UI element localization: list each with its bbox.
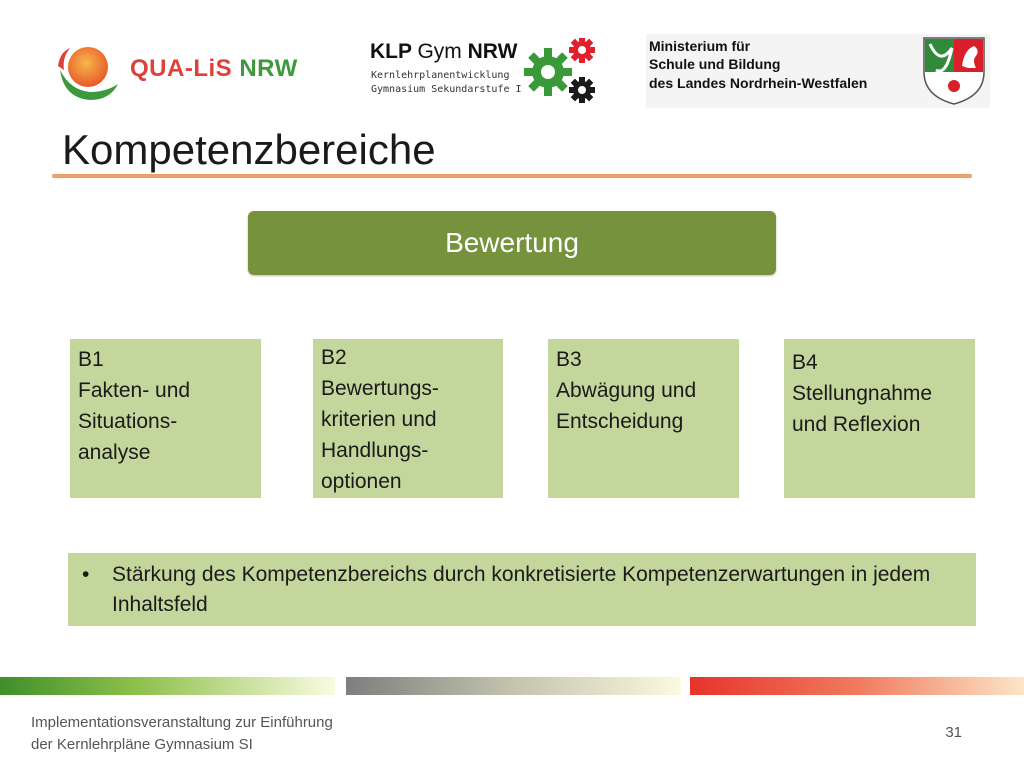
box-b1-line-4: analyse: [78, 441, 151, 464]
qualis-emblem-icon: [56, 40, 122, 104]
klp-subtitle-2: Gymnasium Sekundarstufe I: [371, 84, 522, 95]
footer-bar-red: [690, 677, 1024, 695]
box-b4-line-2: Stellungnahme: [792, 382, 933, 405]
footer-line-1: Implementationsveranstaltung zur Einführung: [31, 714, 333, 731]
competency-box-b4: [784, 339, 975, 498]
qualis-logo: [56, 40, 296, 104]
footer-bar-gray: [346, 677, 681, 695]
box-b4-line-1: B4: [792, 351, 818, 374]
box-b2-line-5: optionen: [321, 470, 402, 493]
title-underline: [52, 174, 972, 178]
qualis-text-a: QUA-LiS: [130, 55, 233, 82]
ministry-line-2: Schule und Bildung: [649, 56, 781, 72]
slide-title: Kompetenzbereiche: [62, 126, 436, 173]
qualis-wordmark: [130, 55, 298, 83]
klp-title-b: Gym: [417, 40, 462, 63]
bewertung-header-box: Bewertung: [248, 211, 776, 275]
gears-icon: [524, 38, 602, 106]
ministry-line-3: des Landes Nordrhein-Westfalen: [649, 75, 868, 91]
box-b3-line-1: B3: [556, 348, 582, 371]
qualis-text-b: NRW: [239, 55, 298, 82]
ministry-logo: [646, 34, 990, 108]
footer-line-2: der Kernlehrpläne Gymnasium SI: [31, 736, 253, 753]
ministry-line-1: Ministerium für: [649, 38, 751, 54]
bullet-box: [68, 553, 976, 626]
box-b2-line-3: kriterien und: [321, 408, 437, 431]
klp-logo: [370, 38, 602, 106]
klp-title-c: NRW: [467, 40, 518, 63]
page-number: 31: [945, 724, 962, 741]
footer-text: [31, 712, 333, 756]
klp-title: [370, 40, 517, 64]
box-b1-line-2: Fakten- und: [78, 379, 191, 402]
box-b1-line-3: Situations-: [78, 410, 178, 433]
competency-box-b2: [313, 339, 503, 498]
competency-box-b3: [548, 339, 739, 498]
competency-box-b1: [70, 339, 261, 498]
box-b1-line-1: B1: [78, 348, 104, 371]
bullet-icon: •: [82, 563, 90, 586]
box-b3-line-2: Abwägung und: [556, 379, 697, 402]
box-b4-line-3: und Reflexion: [792, 413, 921, 436]
klp-title-a: KLP: [370, 40, 412, 63]
klp-subtitle-1: Kernlehrplanentwicklung: [371, 70, 510, 81]
bullet-text: Stärkung des Kompetenzbereichs durch konkretisierte Kompetenzerwartungen in jedem Inhaltsfeld: [112, 563, 931, 616]
nrw-coat-of-arms-icon: [922, 36, 986, 106]
box-b3-line-3: Entscheidung: [556, 410, 684, 433]
box-b2-line-1: B2: [321, 346, 347, 369]
box-b2-line-4: Handlungs-: [321, 439, 429, 462]
box-b2-line-2: Bewertungs-: [321, 377, 439, 400]
footer-bar-green: [0, 677, 335, 695]
